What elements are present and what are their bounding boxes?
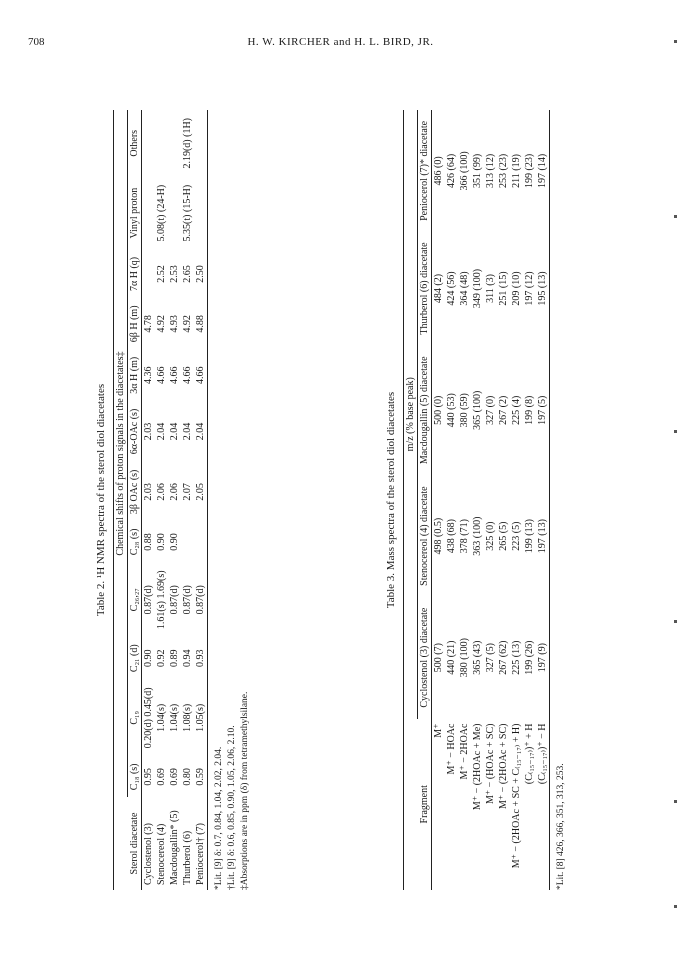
table-cell: 378 (71) [459, 519, 470, 554]
row-label: M⁺ − (HOAc + SC) [485, 723, 496, 804]
table-row [536, 110, 550, 890]
table-cell: 0.89 [169, 649, 180, 667]
table-row [168, 110, 181, 890]
table-cell: 225 (13) [511, 640, 522, 675]
column-header: 3α H (m) [129, 356, 140, 394]
column-header: C₂₈ (s) [129, 528, 140, 556]
table-3-grid [403, 110, 550, 890]
table-cell: 197 (5) [537, 395, 548, 425]
table-cell: 484 (2) [433, 273, 444, 304]
column-header: Sterol diacetate [128, 812, 140, 875]
table-row [181, 110, 194, 890]
table-cell: 2.07 [182, 483, 193, 501]
table-3-caption: Table 3. Mass spectra of the sterol diol diacetates [385, 391, 397, 609]
table-cell: 267 (62) [498, 640, 509, 675]
column-header: C₁₈ (s) [129, 763, 140, 791]
table-cell: 211 (19) [511, 154, 522, 188]
table-cell: 366 (100) [459, 151, 470, 191]
table-cell: 325 (0) [485, 521, 496, 551]
table-cell: 223 (5) [511, 521, 522, 551]
table-cell: 4.66 [182, 366, 193, 384]
table-cell: 197 (9) [537, 643, 548, 673]
table-cell: 225 (4) [511, 395, 522, 425]
table-cell: 197 (14) [537, 153, 548, 189]
table-cell: 327 (5) [485, 643, 496, 673]
table-2 [95, 110, 252, 890]
table-cell: 4.92 [182, 315, 193, 333]
table-cell: 2.65 [182, 265, 193, 283]
table-3 [385, 110, 568, 890]
table-cell: 0.90 [143, 649, 154, 667]
footnote: †Lit. [9] δ: 0.6, 0.85, 0.90, 1.05, 2.06, 2.10. [227, 725, 237, 890]
column-header: 6β H (m) [129, 305, 140, 343]
column-header: Stenocereol (4) diacetate [419, 486, 430, 586]
table-cell: 199 (23) [524, 153, 535, 189]
table-cell: 0.87(d) [143, 585, 154, 615]
table-cell: 0.69 [169, 768, 180, 786]
table-cell: 365 (100) [472, 390, 483, 430]
column-header: Fragment [418, 785, 430, 824]
table-cell: 0.93 [195, 649, 206, 667]
row-label: M⁺ − (2HOAc + Me) [472, 723, 483, 811]
table-cell: 253 (23) [498, 153, 509, 189]
table-cell: 2.06 [169, 483, 180, 501]
table-cell: 2.04 [195, 422, 206, 441]
table-cell: 4.66 [169, 366, 180, 384]
column-header: Macdougallin (5) diacetate [419, 356, 430, 465]
table-cell: 251 (15) [498, 271, 509, 306]
table-cell: 4.88 [195, 315, 206, 333]
table-cell: 0.87(d) [195, 585, 206, 615]
table-2-caption: Table 2. ¹H NMR spectra of the sterol diol diacetates [95, 383, 107, 617]
table-row [523, 110, 536, 890]
table-cell: 199 (8) [524, 395, 535, 425]
table-cell: 197 (13) [537, 519, 548, 554]
table-cell [142, 110, 156, 177]
table-cell: 349 (100) [472, 268, 483, 309]
table-row [471, 110, 484, 890]
table-cell: 0.88 [143, 533, 154, 551]
table-cell: 2.04 [169, 422, 180, 441]
table-cell: 486 (0) [433, 156, 444, 186]
row-label: M⁺ − HOAc [446, 723, 457, 775]
table-cell: 2.05 [195, 483, 206, 501]
table-cell: 0.80 [182, 768, 193, 786]
table-cell: 363 (100) [472, 516, 483, 556]
table-cell [194, 110, 208, 177]
table-3-spacer [404, 719, 418, 890]
rotated-content [95, 110, 615, 890]
table-cell: 438 (68) [446, 519, 457, 554]
table-cell: 311 (3) [485, 274, 496, 303]
table-cell: 424 (56) [446, 271, 457, 306]
row-label: Macdougallin* (5) [169, 810, 180, 885]
table-cell: 2.52 [156, 265, 167, 283]
row-label: Thurberol (6) [182, 830, 193, 885]
table-cell: 197 (12) [524, 271, 535, 306]
column-header: 7α H (q) [129, 256, 140, 291]
table-cell: 426 (64) [446, 153, 457, 189]
running-head: H. W. KIRCHER and H. L. BIRD, JR. [247, 36, 434, 48]
table-cell: 0.92 [156, 649, 167, 667]
page-number: 708 [28, 36, 45, 48]
table-cell: 5.08(t) (24-H) [156, 184, 167, 242]
table-cell: 0.20(d) 0.45(d) [143, 687, 154, 749]
table-cell: 1.04(s) [169, 703, 180, 732]
table-2-spacer [114, 797, 128, 890]
table-cell: 2.53 [169, 265, 180, 283]
table-3-group-header: m/z (% base peak) [404, 110, 418, 719]
table-cell: 0.59 [195, 768, 206, 786]
table-cell [194, 177, 208, 250]
table-row [432, 110, 446, 890]
table-3-footnotes [555, 110, 568, 890]
footnote: *Lit. [9] δ: 0.7, 0.84, 1.04, 2.02, 2.04. [214, 746, 224, 890]
table-cell [194, 522, 208, 562]
table-cell: 0.90 [169, 533, 180, 551]
table-cell: 380 (59) [459, 393, 470, 428]
table-cell: 364 (48) [459, 271, 470, 306]
table-row [194, 110, 208, 890]
table-cell: 4.92 [156, 315, 167, 333]
table-cell: 500 (0) [433, 395, 444, 425]
table-cell: 195 (13) [537, 271, 548, 306]
table-cell: 0.94 [182, 649, 193, 667]
table-cell: 0.69 [156, 768, 167, 786]
row-label: Stenocereol (4) [156, 823, 167, 885]
table-cell: 498 (0.5) [433, 517, 444, 555]
table-cell [142, 250, 156, 298]
table-row [458, 110, 471, 890]
table-cell [142, 177, 156, 250]
column-header: C₁₉ [129, 711, 140, 725]
table-cell: 0.95 [143, 768, 154, 786]
row-label: Peniocerol† (7) [195, 823, 206, 885]
table-cell: 313 (12) [485, 153, 496, 189]
table-cell: 351 (99) [472, 153, 483, 189]
table-cell: 0.87(d) [182, 585, 193, 615]
table-row [497, 110, 510, 890]
footnote: ‡Absorptions are in ppm (δ) from tetramethylsilane. [240, 691, 250, 890]
table-row [484, 110, 497, 890]
table-2-grid [113, 110, 208, 890]
table-cell [181, 522, 194, 562]
table-cell: 440 (53) [446, 393, 457, 428]
table-cell: 5.35(t) (15-H) [182, 184, 193, 242]
table-2-group-header: Chemical shifts of proton signals in the diacetates‡ [114, 110, 128, 797]
row-label: (C₍₁₅₋₁₇₎)⁺ + H [524, 723, 535, 785]
table-cell: 4.36 [143, 366, 154, 384]
table-cell: 267 (2) [498, 395, 509, 425]
row-label: M⁺ − (2HOAc + SC + C₍₁₅₋₁₇₎ + H) [511, 723, 522, 869]
column-header: C₂₆,₂₇ [129, 588, 140, 612]
footnote: *Lit. [8] 426, 366, 351, 313, 253. [556, 763, 566, 890]
table-cell: 2.04 [182, 422, 193, 441]
row-label: M⁺ [433, 723, 444, 738]
table-cell: 4.66 [195, 366, 206, 384]
table-cell: 2.04 [156, 422, 167, 441]
table-row [155, 110, 168, 890]
column-header: Others [129, 129, 140, 157]
column-header: 6α-OAc (s) [129, 408, 140, 455]
column-header: Cyclostenol (3) diacetate [419, 607, 430, 708]
table-cell: 500 (7) [433, 643, 444, 673]
column-header: C₂₁ (d) [129, 644, 140, 673]
scan-edge-marks [671, 0, 677, 965]
column-header: Thurberol (6) diacetate [419, 242, 430, 335]
table-cell: 440 (21) [446, 640, 457, 675]
table-cell: 209 (10) [511, 271, 522, 306]
table-cell: 4.78 [143, 315, 154, 333]
row-label: Cyclostenol (3) [143, 823, 154, 885]
table-2-footnotes [213, 110, 252, 890]
table-cell [168, 177, 181, 250]
table-cell: 2.06 [156, 483, 167, 501]
table-cell: 365 (43) [472, 640, 483, 675]
table-cell [155, 110, 168, 177]
table-cell: 1.08(s) [182, 703, 193, 732]
table-cell: 0.87(d) [169, 585, 180, 615]
table-cell: 2.03 [143, 422, 154, 441]
column-header: Vinyl proton [129, 187, 140, 239]
table-cell: 1.05(s) [195, 703, 206, 732]
table-cell: 0.90 [156, 533, 167, 551]
row-label: (C₍₁₅₋₁₇₎)⁺ − H [537, 723, 548, 785]
table-cell: 2.19(d) (1H) [182, 118, 193, 169]
table-cell: 199 (13) [524, 519, 535, 554]
row-label: M⁺ − (2HOAc + SC) [498, 723, 509, 809]
table-row [445, 110, 458, 890]
table-row [510, 110, 523, 890]
table-cell: 4.66 [156, 366, 167, 384]
table-cell: 2.50 [195, 265, 206, 283]
table-cell: 1.61(s) 1.69(s) [156, 570, 167, 630]
table-cell: 380 (100) [459, 638, 470, 678]
table-cell: 1.04(s) [156, 703, 167, 732]
row-label: M⁺ − 2HOAc [459, 723, 470, 780]
table-cell: 327 (0) [485, 395, 496, 425]
table-cell: 4.93 [169, 315, 180, 333]
table-cell [168, 110, 181, 177]
table-cell: 265 (5) [498, 521, 509, 551]
table-cell: 2.03 [143, 483, 154, 501]
column-header: Peniocerol (7)* diacetate [419, 120, 430, 221]
table-cell: 199 (26) [524, 640, 535, 675]
table-row [142, 110, 156, 890]
column-header: 3β OAc (s) [129, 469, 140, 515]
